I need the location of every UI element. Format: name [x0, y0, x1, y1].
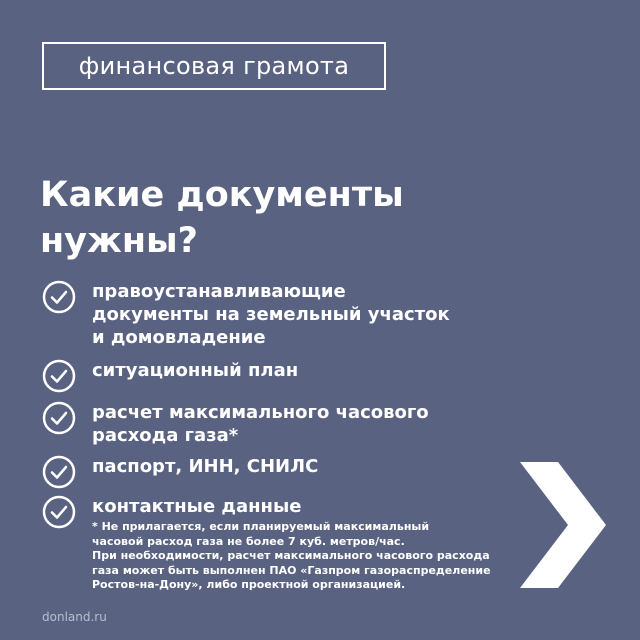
list-item-line: ситуационный план: [92, 360, 299, 381]
list-item-line: документы на земельный участок: [92, 304, 450, 325]
page-title: [40, 172, 480, 264]
list-item-text: [92, 401, 429, 447]
list-item-text: [92, 455, 318, 478]
documents-list: [42, 280, 502, 529]
list-item-line: расхода газа*: [92, 425, 239, 446]
list-item: [42, 359, 502, 393]
list-item: [42, 280, 502, 349]
list-item-text: [92, 359, 298, 382]
page-title-line-2: нужны?: [40, 221, 198, 261]
check-circle-icon: [42, 401, 76, 435]
footnote-line: газа может быть выполнен ПАО «Газпром газораспределение: [92, 563, 491, 577]
check-circle-icon: [42, 280, 76, 314]
list-item-text: [92, 495, 301, 518]
footnote-line: * Не прилагается, если планируемый максимальный: [92, 520, 430, 533]
page-title-line-1: Какие документы: [40, 175, 404, 215]
list-item-line: расчет максимального часового: [92, 402, 429, 423]
check-circle-icon: [42, 455, 76, 489]
category-badge: [42, 42, 386, 90]
list-item-text: [92, 280, 450, 349]
footnote-line: При необходимости, расчет максимального часового расхода: [92, 549, 490, 562]
source-url: donland.ru: [42, 610, 107, 624]
chevron-right-icon[interactable]: [520, 462, 606, 588]
list-item: [42, 455, 502, 489]
list-item-line: правоустанавливающие: [92, 281, 346, 302]
check-circle-icon: [42, 495, 76, 529]
footnote-line: Ростов-на-Дону», либо проектной организацией.: [92, 578, 406, 591]
list-item-line: паспорт, ИНН, СНИЛС: [92, 456, 319, 477]
list-item: [42, 401, 502, 447]
check-circle-icon: [42, 359, 76, 393]
list-item-line: контактные данные: [92, 496, 302, 517]
footnote-line: часовой расход газа не более 7 куб. метров/час.: [92, 534, 405, 548]
category-badge-label: финансовая грамота: [78, 52, 350, 80]
footnote: [92, 520, 532, 593]
list-item-line: и домовладение: [92, 327, 266, 348]
